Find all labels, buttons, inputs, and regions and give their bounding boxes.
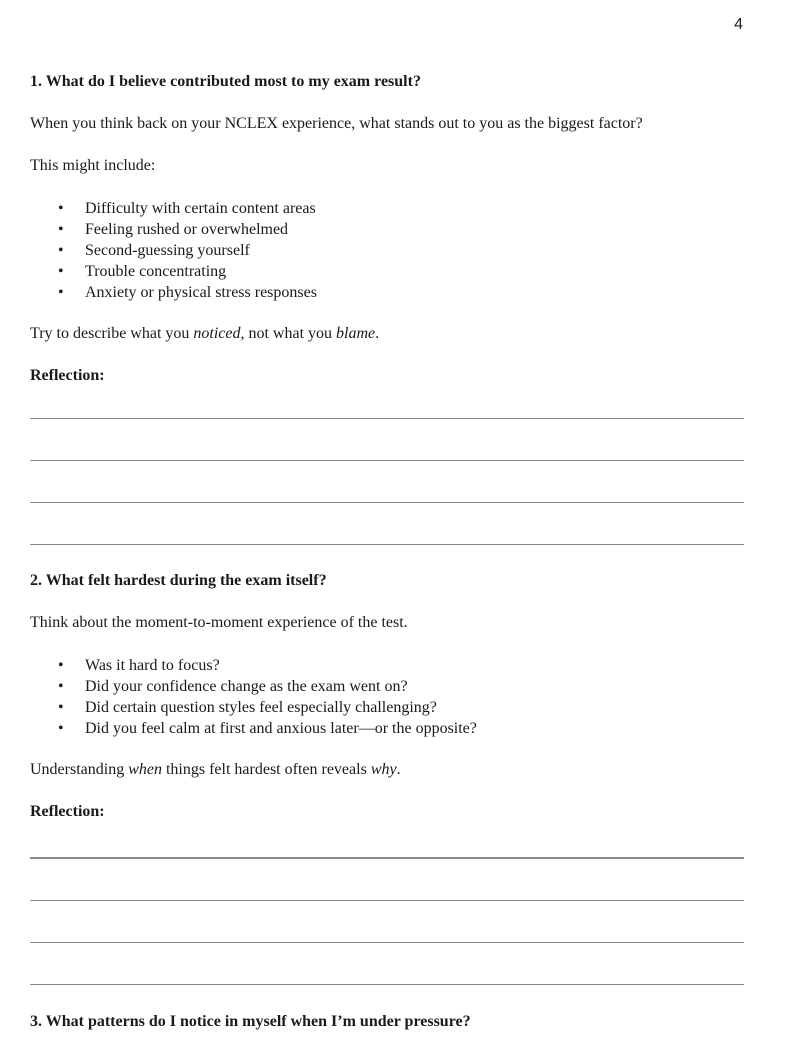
answer-line[interactable]	[30, 544, 744, 545]
answer-line[interactable]	[30, 900, 744, 901]
list-item: • Did your confidence change as the exam went on?	[30, 676, 744, 697]
section-2-note: Understanding when things felt hardest often reveals why.	[30, 761, 401, 778]
list-item: • Trouble concentrating	[30, 261, 744, 282]
answer-line[interactable]	[30, 460, 744, 461]
section-2-heading: 2. What felt hardest during the exam itself?	[30, 572, 327, 589]
answer-line[interactable]	[30, 418, 744, 419]
section-1-note: Try to describe what you noticed, not what you blame.	[30, 325, 380, 342]
list-item: • Anxiety or physical stress responses	[30, 282, 744, 303]
answer-line[interactable]	[30, 502, 744, 503]
list-item: • Second-guessing yourself	[30, 240, 744, 261]
section-3-heading: 3. What patterns do I notice in myself when I’m under pressure?	[30, 1013, 471, 1030]
section-2-bullet-list	[30, 655, 744, 739]
list-item: • Was it hard to focus?	[30, 655, 744, 676]
page-number: 4	[734, 16, 743, 33]
list-item: • Feeling rushed or overwhelmed	[30, 219, 744, 240]
section-1-heading: 1. What do I believe contributed most to my exam result?	[30, 73, 421, 90]
section-1-intro: When you think back on your NCLEX experience, what stands out to you as the biggest factor?	[30, 115, 643, 132]
worksheet-content	[30, 70, 744, 1034]
section-1-bullet-list	[30, 198, 744, 303]
answer-line[interactable]	[30, 942, 744, 943]
section-2-intro: Think about the moment-to-moment experience of the test.	[30, 614, 408, 631]
list-item: • Did you feel calm at first and anxious later—or the opposite?	[30, 718, 744, 739]
answer-line[interactable]	[30, 857, 744, 859]
section-2-reflection-label: Reflection:	[30, 803, 105, 820]
list-item: • Difficulty with certain content areas	[30, 198, 744, 219]
answer-line[interactable]	[30, 984, 744, 985]
section-1-lead: This might include:	[30, 157, 156, 174]
section-1-reflection-label: Reflection:	[30, 367, 105, 384]
list-item: • Did certain question styles feel especially challenging?	[30, 697, 744, 718]
